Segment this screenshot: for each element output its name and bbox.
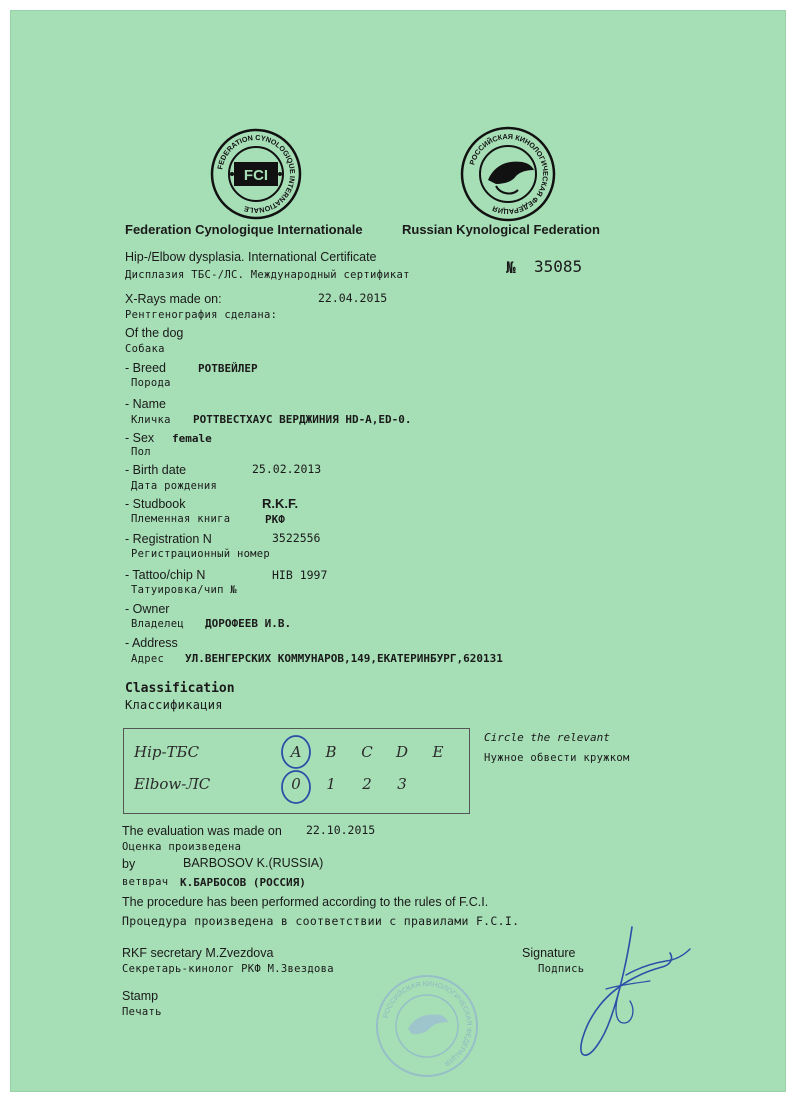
- breed-value: РОТВЕЙЛЕР: [198, 362, 258, 375]
- owner-label-en: - Owner: [125, 602, 170, 616]
- name-label-en: - Name: [125, 397, 166, 411]
- classification-label-en: Classification: [125, 681, 235, 696]
- classification-label-ru: Классификация: [125, 698, 223, 712]
- tattoo-label-en: - Tattoo/chip N: [125, 568, 206, 582]
- studbook-label-ru: Племенная книга: [131, 513, 231, 525]
- owner-label-ru: Владелец: [131, 618, 184, 630]
- birth-value: 25.02.2013: [252, 462, 322, 476]
- hip-label: Hip-ТБС: [134, 743, 200, 761]
- fci-logo: [210, 128, 302, 220]
- birth-label-en: - Birth date: [125, 463, 187, 477]
- address-label-en: - Address: [125, 636, 178, 650]
- signature-label-ru: Подпись: [538, 963, 585, 975]
- certificate-number-label: №: [506, 258, 516, 277]
- tattoo-label-ru: Татуировка/чип №: [131, 584, 237, 596]
- owner-value: ДОРОФЕЕВ И.В.: [205, 617, 292, 630]
- studbook-value-en: R.K.F.: [262, 496, 299, 511]
- by-label-en: by: [122, 857, 136, 871]
- elbow-grade-3: 3: [397, 775, 407, 793]
- org-left: Federation Cynologique Internationale: [125, 222, 363, 237]
- name-label-ru: Кличка: [131, 414, 171, 426]
- hip-grade-a: A: [290, 743, 302, 761]
- breed-label-en: - Breed: [125, 361, 166, 375]
- hip-grade-d: D: [395, 743, 409, 761]
- xray-date: 22.04.2015: [318, 291, 388, 305]
- elbow-label: Elbow-ЛС: [134, 775, 211, 793]
- vet-name-ru: К.БАРБОСОВ (РОССИЯ): [180, 876, 306, 889]
- elbow-grade-0: 0: [291, 775, 301, 793]
- org-right: Russian Kynological Federation: [402, 222, 600, 237]
- handwritten-signature: [570, 915, 700, 1065]
- breed-label-ru: Порода: [131, 377, 171, 389]
- secretary-ru: Секретарь-кинолог РКФ М.Звездова: [122, 963, 334, 975]
- elbow-grade-2: 2: [362, 775, 372, 793]
- sex-label-en: - Sex: [125, 431, 155, 445]
- dog-label-ru: Собака: [125, 343, 165, 355]
- dog-label-en: Of the dog: [125, 326, 184, 340]
- registration-label-en: - Registration N: [125, 532, 212, 546]
- xray-label-en: X-Rays made on:: [125, 292, 222, 306]
- name-value: РОТТВЕСТХАУС ВЕРДЖИНИЯ HD-A,ED-0.: [193, 413, 412, 426]
- svg-text:РОССИЙСКАЯ КИНОЛОГИЧЕСКАЯ ФЕДЕ: РОССИЙСКАЯ КИНОЛОГИЧЕСКАЯ ФЕДЕРАЦИЯ: [382, 980, 473, 1067]
- address-label-ru: Адрес: [131, 653, 165, 665]
- svg-text:FCI: FCI: [243, 167, 269, 184]
- signature-label-en: Signature: [522, 946, 576, 960]
- studbook-value-ru: РКФ: [265, 513, 285, 526]
- hip-grade-c: C: [361, 743, 373, 761]
- address-value: УЛ.ВЕНГЕРСКИХ КОММУНАРОВ,149,ЕКАТЕРИНБУРГ,620131: [185, 652, 503, 665]
- certificate-number: 35085: [534, 257, 583, 276]
- secretary-en: RKF secretary M.Zvezdova: [122, 946, 274, 960]
- birth-label-ru: Дата рождения: [131, 480, 218, 492]
- title-en: Hip-/Elbow dysplasia. International Certificate: [125, 250, 377, 264]
- selection-circles: [274, 733, 324, 809]
- hint-en: Circle the relevant: [484, 731, 610, 744]
- vet-name-en: BARBOSOV K.(RUSSIA): [183, 856, 324, 870]
- by-label-ru: ветврач: [122, 876, 169, 888]
- svg-text:FEDERATION CYNOLOGIQUE INTERNA: FEDERATION CYNOLOGIQUE INTERNATIONALE: [215, 132, 298, 216]
- hip-grade-b: B: [325, 743, 337, 761]
- procedure-ru: Процедура произведена в соответствии с правилами F.C.I.: [122, 914, 520, 928]
- hint-ru: Нужное обвести кружком: [484, 752, 630, 764]
- elbow-selection-circle: [282, 771, 310, 803]
- elbow-grade-1: 1: [326, 775, 336, 793]
- evaluation-label-ru: Оценка произведена: [122, 841, 242, 853]
- rkf-logo: [460, 126, 556, 222]
- evaluation-label-en: The evaluation was made on: [122, 824, 282, 838]
- evaluation-date: 22.10.2015: [306, 823, 376, 837]
- hip-selection-circle: [282, 736, 310, 768]
- title-ru: Дисплазия ТБС-/ЛС. Международный сертификат: [125, 269, 410, 281]
- svg-text:РОССИЙСКАЯ КИНОЛОГИЧЕСКАЯ ФЕДЕ: РОССИЙСКАЯ КИНОЛОГИЧЕСКАЯ ФЕДЕРАЦИЯ: [467, 131, 551, 217]
- xray-label-ru: Рентгенография сделана:: [125, 309, 278, 321]
- registration-value: 3522556: [272, 531, 321, 545]
- studbook-label-en: - Studbook: [125, 497, 186, 511]
- hip-grade-e: E: [432, 743, 444, 761]
- sex-value: female: [172, 432, 212, 445]
- stamp-label-ru: Печать: [122, 1006, 162, 1018]
- official-stamp: [374, 973, 480, 1079]
- stamp-label-en: Stamp: [122, 989, 159, 1003]
- classification-box: [123, 728, 470, 814]
- certificate-sheet: [10, 10, 786, 1092]
- tattoo-value: HIB 1997: [272, 568, 328, 582]
- procedure-en: The procedure has been performed according to the rules of F.C.I.: [122, 895, 489, 909]
- sex-label-ru: Пол: [131, 446, 151, 458]
- registration-label-ru: Регистрационный номер: [131, 548, 271, 560]
